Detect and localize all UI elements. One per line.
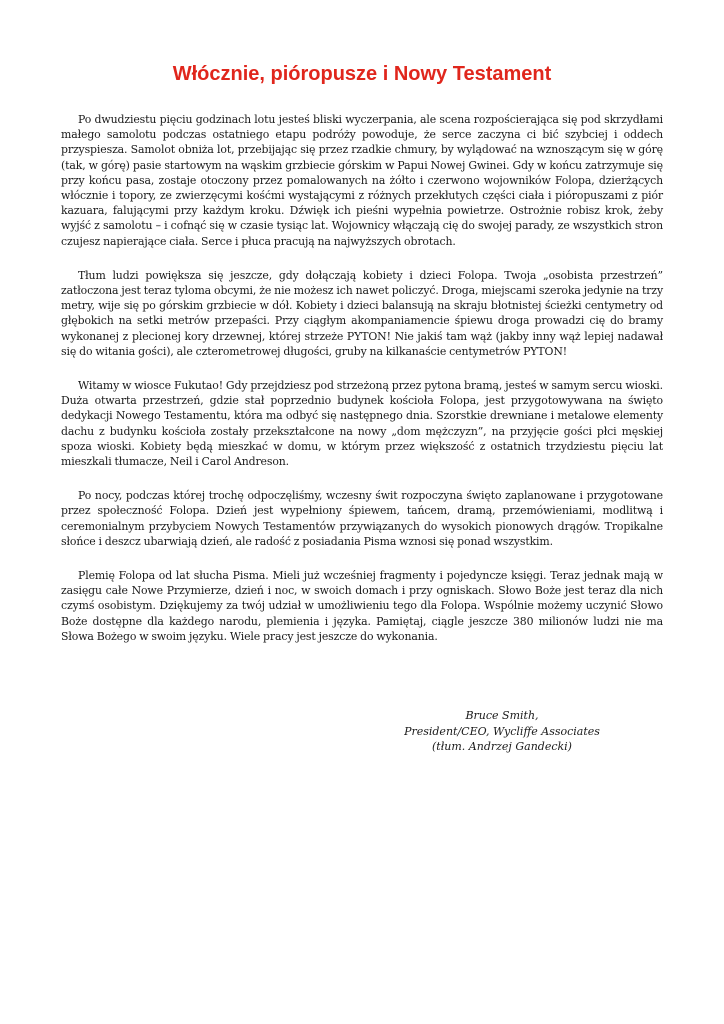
signature-translator: (tłum. Andrzej Gandecki) xyxy=(432,740,572,754)
paragraph-4: Po nocy, podczas której trochę odpoczęliśmy, wczesny świt rozpoczyna święto zaplanowane i przygotowane przez społeczność Folopa. Dzień jest wypełniony śpiewem, tańcem, dramą, przemówieniami, modlitwą i ceremonialnym przybyciem Nowych Testamentów przywiązanych do wysokich pionowych drągów. Tropikalne słońce i deszcz ubarwiają dzień, ale radość z posiadania Pisma wznosi się ponad wszystkim. xyxy=(61,489,663,548)
signature-role: President/CEO, Wycliffe Associates xyxy=(404,724,600,738)
paragraph-2: Tłum ludzi powiększa się jeszcze, gdy dołączają kobiety i dzieci Folopa. Twoja „osobista przestrzeń” zatłoczona jest teraz tyloma obcymi, że nie możesz ich nawet policzyć. Droga, miejscami szeroka jedynie na trzy metry, wije się po górskim grzbiecie w dół. Kobiety i dzieci balansują na skraju błotnistej ścieżki centymetry od głębokich na setki metrów przepaści. Przy ciągłym akompaniamencie śpiewu droga prowadzi cię do bramy wykonanej z plecionej kory drzewnej, której strzeże PYTON! Nie jakiś tam wąż (jakby inny wąż lepiej nadawał się do witania gości), ale czterometrowej długości, gruby na kilkanaście centymetrów PYTON! xyxy=(61,268,663,358)
document-title: Włócznie, pióropusze i Nowy Testament xyxy=(172,63,552,85)
signature-name: Bruce Smith, xyxy=(465,709,539,722)
paragraph-3: Witamy w wiosce Fukutao! Gdy przejdziesz pod strzeżoną przez pytona bramą, jesteś w samym sercu wioski. Duża otwarta przestrzeń, gdzie stał poprzednio budynek kościoła Folopa, jest przygotowywana na święto dedykacji Nowego Testamentu, która ma odbyć się następnego dnia. Szorstkie drewniane i metalowe elementy dachu z budynku kościoła zostały przekształcone na nowy „dom mężczyzn”, na przyjęcie gości płci męskiej spoza wioski. Kobiety będą mieszkać w domu, w którym przez większość z ostatnich trzydziestu pięciu lat mieszkali tłumacze, Neil i Carol Andreson. xyxy=(61,379,663,469)
paragraph-5: Plemię Folopa od lat słucha Pisma. Mieli już wcześniej fragmenty i pojedyncze księgi. Teraz jednak mają w zasięgu całe Nowe Przymierze, dzień i noc, w swoich domach i przy ogniskach. Słowo Boże jest teraz dla nich czymś osobistym. Dziękujemy za twój udział w umożliwieniu tego dla Folopa. Wspólnie możemy uczynić Słowo Boże dostępne dla każdego narodu, plemienia i języka. Pamiętaj, ciągle jeszcze 380 milionów ludzi nie ma Słowa Bożego w swoim języku. Wiele pracy jest jeszcze do wykonania. xyxy=(61,569,663,643)
signature-block xyxy=(380,708,624,755)
paragraph-1: Po dwudziestu pięciu godzinach lotu jesteś bliski wyczerpania, ale scena rozpościerająca się pod skrzydłami małego samolotu podczas ostatniego etapu podróży powoduje, że serce zaczyna ci bić szybciej i oddech przyspiesza. Samolot obniża lot, przebijając się przez rzadkie chmury, by wylądować na wznoszącym się w górę (tak, w górę) pasie startowym na wąskim grzbiecie górskim w Papui Nowej Gwinei. Gdy w końcu zatrzymuje się przy końcu pasa, zostaje otoczony przez pomalowanych na żółto i czerwono wojowników Folopa, dzierżących włócznie i topory, ze zwierzęcymi kośćmi wystającymi z różnych przekłutych części ciała i pióropuszami z piór kazuara, falującymi przy każdym kroku. Dźwięk ich pieśni wypełnia powietrze. Ostrożnie robisz krok, żeby wyjść z samolotu – i cofnąć się w czasie tysiąc lat. Wojownicy włączają cię do swojej parady, ze wszystkich stron czujesz napierające ciała. Serce i płuca pracują na najwyższych obrotach. xyxy=(61,113,663,248)
article-body xyxy=(61,112,663,663)
